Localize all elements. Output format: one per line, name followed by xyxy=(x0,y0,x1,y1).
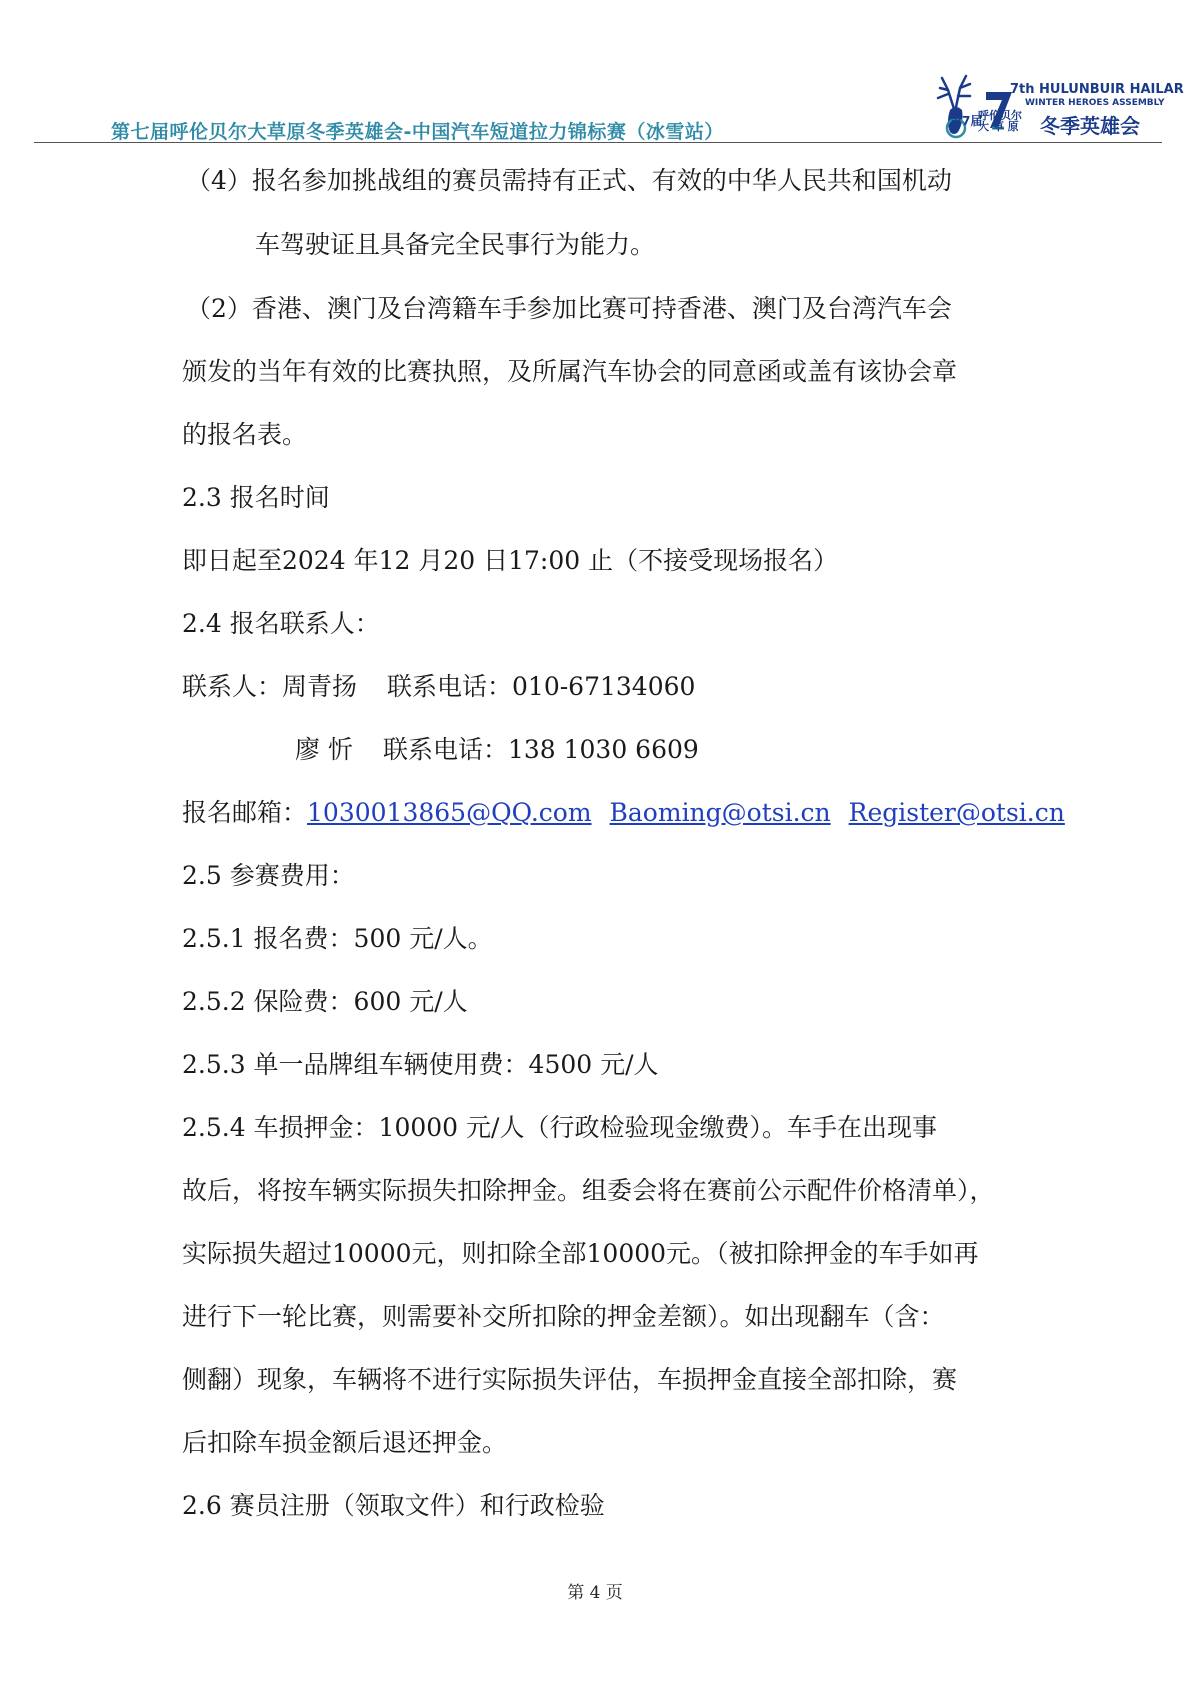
logo-english-subtitle: WINTER HEROES ASSEMBLY xyxy=(1025,98,1165,108)
email-link[interactable]: 1030013865@QQ.com xyxy=(307,798,592,827)
contact-phone: 联系电话：010-67134060 xyxy=(387,672,696,701)
page-number: 第 4 页 xyxy=(567,1583,623,1603)
contact-row xyxy=(295,735,699,765)
section-heading: 2.4 报名联系人： xyxy=(182,609,380,638)
contact-row xyxy=(182,672,695,702)
contact-name: 联系人：周青扬 xyxy=(182,672,358,701)
section-heading: 2.5 参赛费用： xyxy=(182,861,355,890)
header-title: 第七届呼伦贝尔大草原冬季英雄会-中国汽车短道拉力锦标赛（冰雪站） xyxy=(111,121,724,143)
paragraph-line: 即日起至2024 年12 月20 日17:00 止（不接受现场报名） xyxy=(182,546,839,575)
header-divider xyxy=(34,142,1162,143)
paragraph-line: 后扣除车损金额后退还押金。 xyxy=(182,1428,508,1457)
paragraph-line: 2.5.2 保险费：600 元/人 xyxy=(182,987,468,1016)
email-link[interactable]: Baoming@otsi.cn xyxy=(609,798,831,827)
paragraph-line: 车驾驶证且具备完全民事行为能力。 xyxy=(255,230,656,259)
section-heading: 2.3 报名时间 xyxy=(182,483,330,512)
email-label: 报名邮箱： xyxy=(182,798,308,827)
logo-chinese-title: 冬季英雄会 xyxy=(1040,114,1140,138)
email-row xyxy=(182,798,1065,828)
paragraph-line: 2.5.4 车损押金：10000 元/人（行政检验现金缴费）。车手在出现事 xyxy=(182,1113,937,1142)
paragraph-line: 的报名表。 xyxy=(182,420,308,449)
contact-name: 廖 忻 xyxy=(295,735,353,764)
paragraph-line: 侧翻）现象，车辆将不进行实际损失评估，车损押金直接全部扣除，赛 xyxy=(182,1365,958,1394)
contact-phone: 联系电话：138 1030 6609 xyxy=(382,735,699,764)
paragraph-line: 2.5.1 报名费：500 元/人。 xyxy=(182,924,493,953)
section-heading: 2.6 赛员注册（领取文件）和行政检验 xyxy=(182,1491,605,1520)
logo-english-title: 7th HULUNBUIR HAILAR xyxy=(1010,82,1184,97)
paragraph-line: 进行下一轮比赛，则需要补交所扣除的押金差额）。如出现翻车（含： xyxy=(182,1302,945,1331)
paragraph-line: 颁发的当年有效的比赛执照，及所属汽车协会的同意函或盖有该协会章 xyxy=(182,357,958,386)
paragraph-line: 2.5.3 单一品牌组车辆使用费：4500 元/人 xyxy=(182,1050,659,1079)
logo-small-line1: 呼伦贝尔 xyxy=(978,109,1022,122)
paragraph-line: （2）香港、澳门及台湾籍车手参加比赛可持香港、澳门及台湾汽车会 xyxy=(186,294,952,323)
email-link[interactable]: Register@otsi.cn xyxy=(848,798,1065,827)
logo-small-line2: 大 草 原 xyxy=(978,120,1019,133)
logo-edition: 第7届 xyxy=(950,114,983,128)
paragraph-line: 实际损失超过10000元，则扣除全部10000元。（被扣除押金的车手如再 xyxy=(182,1239,979,1268)
paragraph-line: 故后，将按车辆实际损失扣除押金。组委会将在赛前公示配件价格清单）， xyxy=(182,1176,995,1205)
paragraph-line: （4）报名参加挑战组的赛员需持有正式、有效的中华人民共和国机动 xyxy=(186,166,952,195)
logo-small-text xyxy=(978,110,1022,132)
